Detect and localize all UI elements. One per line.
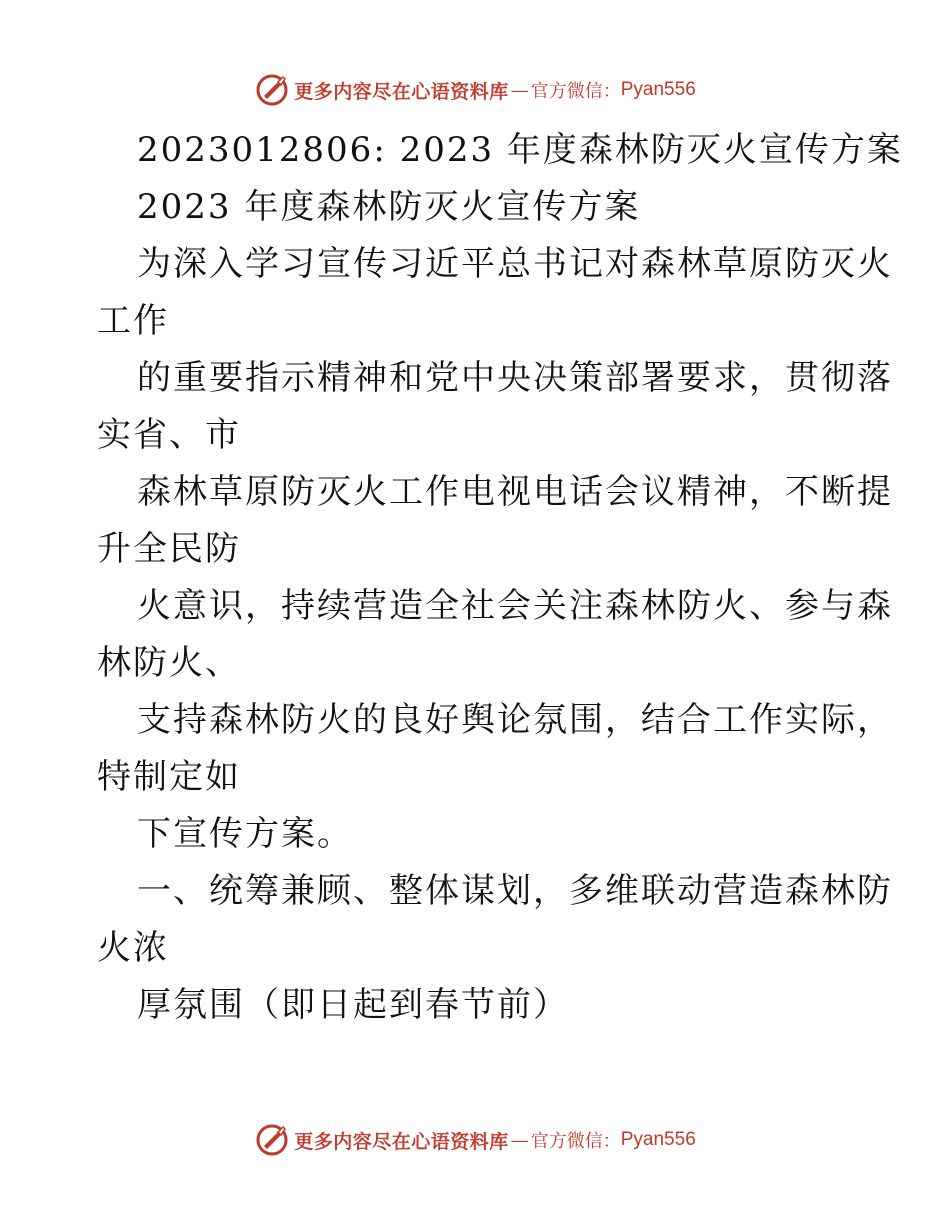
document-line: 特制定如 bbox=[97, 757, 241, 797]
document-line: 为深入学习宣传习近平总书记对森林草原防灭火 bbox=[137, 244, 893, 284]
document-line: 火意识，持续营造全社会关注森林防火、参与森 bbox=[137, 586, 893, 626]
header-watermark bbox=[0, 70, 950, 110]
watermark-main-text: 更多内容尽在心语资料库 bbox=[294, 1130, 509, 1153]
watermark-label: 官方微信： bbox=[530, 81, 621, 102]
footer-watermark bbox=[0, 1120, 950, 1160]
document-line: 林防火、 bbox=[97, 643, 241, 683]
document-line: 2023 年度森林防灭火宣传方案 bbox=[137, 187, 641, 227]
document-line: 火浓 bbox=[97, 928, 169, 968]
watermark-dash: — bbox=[510, 1129, 529, 1151]
logo-icon bbox=[254, 72, 290, 108]
document-line: 工作 bbox=[97, 301, 169, 341]
document-line: 支持森林防火的良好舆论氛围，结合工作实际， bbox=[137, 700, 893, 740]
document-line: 2023012806: 2023 年度森林防灭火宣传方案 bbox=[137, 130, 903, 170]
document-line: 下宣传方案。 bbox=[137, 814, 353, 854]
document-body bbox=[97, 122, 903, 1034]
watermark-id: Pyan556 bbox=[620, 79, 696, 100]
logo-icon bbox=[254, 1122, 290, 1158]
watermark-id: Pyan556 bbox=[620, 1129, 696, 1150]
document-line: 的重要指示精神和党中央决策部署要求，贯彻落 bbox=[137, 358, 893, 398]
document-line: 森林草原防灭火工作电视电话会议精神，不断提 bbox=[137, 472, 893, 512]
document-line: 升全民防 bbox=[97, 529, 241, 569]
document-line: 厚氛围（即日起到春节前） bbox=[137, 985, 569, 1025]
watermark-label: 官方微信： bbox=[530, 1131, 621, 1152]
document-line: 实省、市 bbox=[97, 415, 241, 455]
document-line: 一、统筹兼顾、整体谋划，多维联动营造森林防 bbox=[137, 871, 893, 911]
watermark-dash: — bbox=[510, 79, 529, 101]
watermark-main-text: 更多内容尽在心语资料库 bbox=[294, 80, 509, 103]
